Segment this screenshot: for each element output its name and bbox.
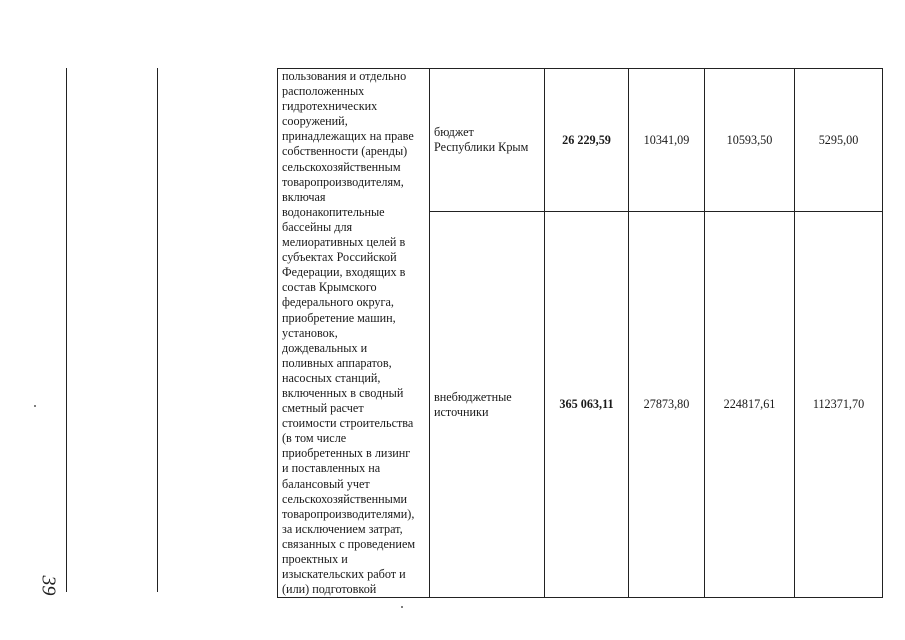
description-line: товаропроизводителями), bbox=[282, 506, 415, 521]
description-line: сельскохозяйственными bbox=[282, 491, 408, 506]
description-line: за исключением затрат, bbox=[282, 521, 403, 536]
scan-speck bbox=[401, 606, 403, 608]
description-line: поливных аппаратов, bbox=[282, 355, 392, 370]
year-2-amount: 224817,61 bbox=[705, 212, 795, 598]
funding-source-line: Республики Крым bbox=[434, 140, 529, 155]
table-row bbox=[278, 69, 883, 212]
description-line: изыскательских работ и bbox=[282, 567, 406, 582]
description-line: бассейны для bbox=[282, 219, 353, 234]
funding-source-line: бюджет bbox=[434, 125, 474, 140]
description-line: гидротехнических bbox=[282, 99, 378, 114]
description-line: стоимости строительства bbox=[282, 416, 414, 431]
description-line: проектных и bbox=[282, 552, 348, 566]
year-3-amount: 5295,00 bbox=[795, 69, 883, 212]
description-text bbox=[282, 69, 426, 597]
description-line: федерального округа, bbox=[282, 295, 394, 310]
description-line: принадлежащих на праве bbox=[282, 129, 414, 144]
description-line: расположенных bbox=[282, 84, 365, 99]
description-line: установок, bbox=[282, 325, 338, 340]
description-line: связанных с проведением bbox=[282, 536, 416, 551]
year-2-amount: 10593,50 bbox=[705, 69, 795, 212]
description-line: сметный расчет bbox=[282, 401, 364, 416]
description-line: приобретенных в лизинг bbox=[282, 446, 411, 461]
left-column-line-2 bbox=[157, 68, 158, 592]
year-1-amount: 10341,09 bbox=[629, 69, 705, 212]
page-number: 39 bbox=[37, 575, 60, 596]
year-1-amount: 27873,80 bbox=[629, 212, 705, 598]
measure-description bbox=[278, 69, 430, 598]
total-amount: 26 229,59 bbox=[545, 69, 629, 212]
description-line: дождевальных и bbox=[282, 340, 368, 355]
funding-source-line: источники bbox=[434, 404, 489, 419]
description-line: балансовый учет bbox=[282, 476, 370, 491]
description-line: (или) подготовкой bbox=[282, 582, 377, 597]
total-amount: 365 063,11 bbox=[545, 212, 629, 598]
description-line: субъектах Российской bbox=[282, 250, 397, 265]
description-line: включенных в сводный bbox=[282, 385, 404, 400]
left-column-line-1 bbox=[66, 68, 67, 592]
funding-source bbox=[430, 69, 545, 212]
description-line: пользования и отдельно bbox=[282, 69, 407, 83]
funding-source bbox=[430, 212, 545, 598]
budget-table bbox=[277, 68, 883, 598]
description-line: сооружений, bbox=[282, 114, 348, 129]
funding-source-line: внебюджетные bbox=[434, 389, 512, 404]
description-line: (в том числе bbox=[282, 431, 347, 446]
description-line: приобретение машин, bbox=[282, 310, 396, 325]
description-line: мелиоративных целей в bbox=[282, 235, 406, 250]
description-line: и поставленных на bbox=[282, 461, 381, 476]
description-line: включая bbox=[282, 189, 326, 204]
year-3-amount: 112371,70 bbox=[795, 212, 883, 598]
scan-speck bbox=[34, 405, 36, 407]
description-line: Федерации, входящих в bbox=[282, 265, 406, 280]
description-line: насосных станций, bbox=[282, 370, 381, 385]
description-line: состав Крымского bbox=[282, 280, 377, 295]
description-line: водонакопительные bbox=[282, 204, 385, 219]
description-line: собственности (аренды) bbox=[282, 144, 408, 159]
description-line: сельскохозяйственным bbox=[282, 159, 401, 174]
description-line: товаропроизводителям, bbox=[282, 174, 404, 189]
